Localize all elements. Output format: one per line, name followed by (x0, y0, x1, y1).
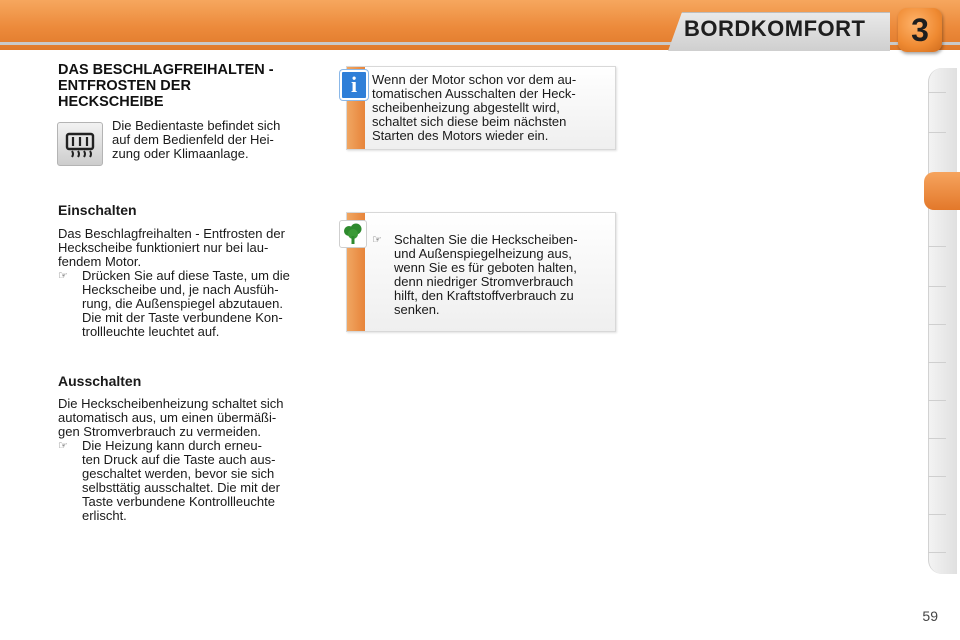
info-box-text (372, 73, 609, 143)
section-title-line: DAS BESCHLAGFREIHALTEN - (58, 62, 274, 78)
section-title-line: HECKSCHEIBE (58, 94, 164, 110)
chapter-tab-strip (928, 68, 957, 574)
chapter-tab-divider (928, 438, 946, 439)
chapter-tab-divider (928, 552, 946, 553)
bullet-line: Heckscheibe und, je nach Ausfüh- (82, 282, 279, 297)
eco-tip-lines (394, 233, 610, 317)
rear-window-defrost-icon (64, 129, 96, 159)
pointing-hand-icon: ☞ (58, 270, 68, 282)
paragraph-line: gen Stromverbrauch zu vermeiden. (58, 424, 262, 439)
page-number: 59 (922, 608, 938, 624)
paragraph-line: Die Heckscheibenheizung schaltet sich (58, 396, 284, 411)
bullet-line: ten Druck auf die Taste auch aus- (82, 452, 276, 467)
info-line: Wenn der Motor schon vor dem au- (372, 72, 577, 87)
chapter-tab-divider (928, 132, 946, 133)
chapter-tab-divider (928, 400, 946, 401)
eco-line: und Außenspiegelheizung aus, (394, 246, 572, 261)
bullet-line: erlischt. (82, 508, 127, 523)
page-title: BORDKOMFORT (684, 16, 866, 41)
einschalten-paragraph (58, 227, 326, 269)
info-line: tomatischen Ausschalten der Heck- (372, 86, 576, 101)
eco-line: senken. (394, 302, 440, 317)
pointing-hand-icon: ☞ (58, 440, 68, 452)
bullet-text (82, 269, 326, 339)
paragraph-line: Heckscheibe funktioniert nur bei lau- (58, 240, 269, 255)
chapter-tab-divider (928, 514, 946, 515)
chapter-tab-divider (928, 246, 946, 247)
pointing-hand-icon: ☞ (372, 234, 382, 246)
eco-tip-text (372, 233, 610, 317)
bullet-line: Drücken Sie auf diese Taste, um die (82, 268, 290, 283)
eco-line: denn niedriger Stromverbrauch (394, 274, 574, 289)
ausschalten-paragraph (58, 397, 326, 439)
bullet-line: Die mit der Taste verbundene Kon- (82, 310, 283, 325)
chapter-tab-divider (928, 362, 946, 363)
section-title-line: ENTFROSTEN DER (58, 78, 191, 94)
eco-line: wenn Sie es für geboten halten, (394, 260, 577, 275)
bullet-line: trollleuchte leuchtet auf. (82, 324, 220, 339)
ausschalten-bullet (58, 439, 326, 523)
intro-line: auf dem Bedienfeld der Hei- (112, 132, 274, 147)
bullet-line: selbsttätig ausschaltet. Die mit der (82, 480, 280, 495)
bullet-line: geschaltet werden, bevor sie sich (82, 466, 275, 481)
intro-text (112, 119, 325, 161)
paragraph-line: Das Beschlagfreihalten - Entfrosten der (58, 226, 285, 241)
chapter-tab-divider (928, 92, 946, 93)
paragraph-line: automatisch aus, um einen übermäßi- (58, 410, 277, 425)
chapter-tab-divider (928, 286, 946, 287)
heading-ausschalten: Ausschalten (58, 373, 142, 389)
eco-line: Schalten Sie die Heckscheiben- (394, 232, 578, 247)
info-line: schaltet sich diese beim nächsten (372, 114, 567, 129)
info-icon: i (340, 70, 368, 100)
einschalten-bullet (58, 269, 326, 339)
info-line: scheibenheizung abgestellt wird, (372, 100, 560, 115)
intro-line: zung oder Klimaanlage. (112, 146, 249, 161)
eco-line: hilft, den Kraftstoffverbrauch zu (394, 288, 574, 303)
chapter-number-badge: 3 (898, 8, 942, 52)
section-title (58, 62, 328, 110)
chapter-tab-divider (928, 324, 946, 325)
intro-line: Die Bedientaste befindet sich (112, 118, 281, 133)
eco-tree-icon (340, 221, 366, 247)
info-line: Starten des Motors wieder ein. (372, 128, 549, 143)
heading-einschalten: Einschalten (58, 202, 137, 218)
bullet-line: Taste verbundene Kontrollleuchte (82, 494, 275, 509)
rear-window-defrost-button-illustration (57, 122, 103, 166)
bullet-line: Die Heizung kann durch erneu- (82, 438, 262, 453)
bullet-line: rung, die Außenspiegel abzutauen. (82, 296, 283, 311)
chapter-tab-divider (928, 476, 946, 477)
chapter-tab-active[interactable] (924, 172, 960, 210)
paragraph-line: fendem Motor. (58, 254, 142, 269)
eco-tree-icon-frame (339, 220, 367, 248)
bullet-text (82, 439, 326, 523)
